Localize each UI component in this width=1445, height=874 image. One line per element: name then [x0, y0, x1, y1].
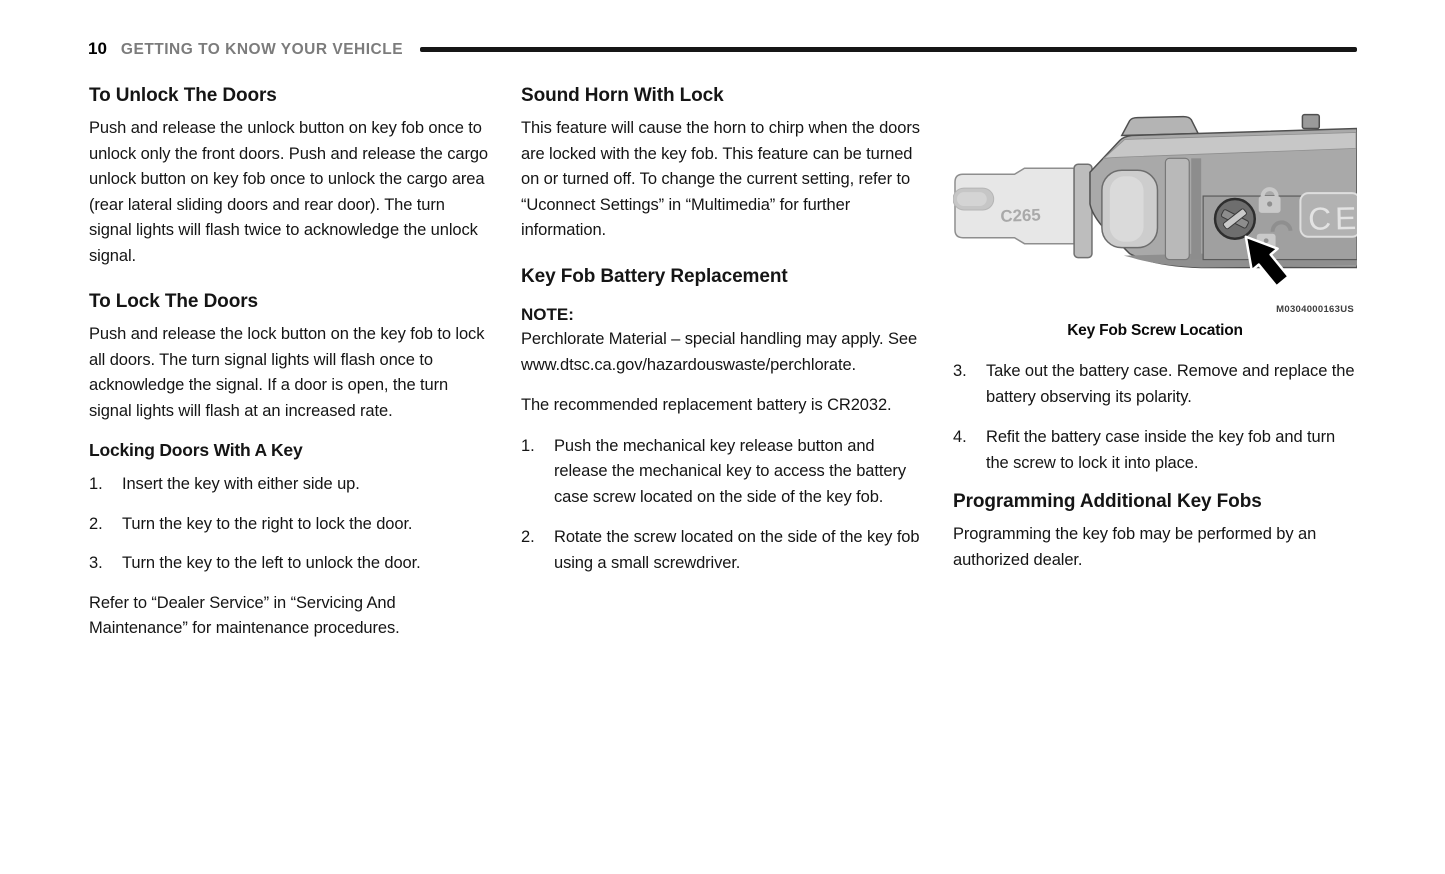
- battery-steps-1-2: [521, 434, 921, 577]
- programming-fobs-heading: Programming Additional Key Fobs: [953, 491, 1262, 512]
- dealer-service-note: Refer to “Dealer Service” in “Servicing And Maintenance” for maintenance procedures.: [89, 593, 400, 637]
- list-item-text: Turn the key to the left to unlock the door.: [122, 554, 421, 572]
- battery-replacement-heading: Key Fob Battery Replacement: [521, 265, 788, 287]
- chapter-title: GETTING TO KNOW YOUR VEHICLE: [120, 41, 404, 58]
- lock-doors-paragraph: Push and release the lock button on the key fob to lock all doors. The turn signal lights will flash once to acknowledge the signal. If a door is open, the turn signal lights will flash at an increased rate.: [89, 325, 485, 420]
- battery-screw: [1215, 199, 1255, 239]
- list-item: [521, 434, 921, 511]
- column-right: [953, 84, 1357, 588]
- list-item-number: 4.: [953, 428, 967, 446]
- list-item-text: Refit the battery case inside the key fob and turn the screw to lock it into place.: [986, 428, 1336, 472]
- unlock-doors-heading: To Unlock The Doors: [89, 85, 277, 106]
- locking-with-key-heading: Locking Doors With A Key: [89, 440, 303, 460]
- figure-watermark: M0304000163US: [1276, 304, 1354, 315]
- list-item: [89, 512, 489, 538]
- list-item-number: 1.: [521, 436, 535, 455]
- key-fob-figure: [953, 108, 1357, 340]
- blade-label: C265: [1000, 205, 1042, 226]
- list-item-text: Insert the key with either side up.: [122, 475, 360, 493]
- page-header: [88, 39, 403, 59]
- list-item: [89, 472, 489, 498]
- lock-doors-heading: To Lock The Doors: [89, 291, 258, 312]
- sound-horn-paragraph: This feature will cause the horn to chirp when the doors are locked with the key fob. This feature can be turned on or turned off. To change the current setting, refer to “Uconnect Settings” in “Multimedia” for further information.: [521, 119, 920, 239]
- list-item-number: 2.: [521, 528, 535, 546]
- list-item-number: 3.: [89, 554, 103, 572]
- header-rule: [420, 47, 1357, 52]
- column-middle: [521, 84, 921, 590]
- list-item-number: 2.: [89, 514, 103, 533]
- list-item: [521, 525, 921, 576]
- figure-caption: Key Fob Screw Location: [1067, 322, 1243, 339]
- key-blade: [953, 168, 1074, 243]
- battery-type-paragraph: The recommended replacement battery is CR2032.: [521, 396, 892, 414]
- list-item-number: 3.: [953, 362, 967, 380]
- fob-top-button: [1122, 117, 1198, 136]
- list-item: [89, 551, 489, 577]
- list-item: [953, 359, 1357, 410]
- sound-horn-heading: Sound Horn With Lock: [521, 85, 724, 106]
- column-left: [89, 84, 489, 657]
- ce-mark-panel: [1300, 193, 1357, 237]
- list-item: [953, 425, 1357, 476]
- page-number: 10: [88, 39, 107, 58]
- programming-fobs-paragraph: Programming the key fob may be performed by an authorized dealer.: [953, 525, 1317, 569]
- note-label: NOTE:: [521, 304, 574, 324]
- ce-mark-text: CE: [1307, 199, 1357, 237]
- list-item-text: Take out the battery case. Remove and replace the battery observing its polarity.: [986, 362, 1355, 406]
- key-lock-steps: [89, 472, 489, 577]
- fob-body: [1090, 115, 1357, 268]
- perchlorate-note-paragraph: Perchlorate Material – special handling may apply. See www.dtsc.ca.gov/hazardouswaste/​perchlorate.: [521, 330, 918, 374]
- fob-side-band: [1165, 158, 1189, 259]
- unlock-doors-paragraph: Push and release the unlock button on key fob once to unlock only the front doors. Push and release the cargo unlock button on key fob once to unlock the cargo area (rear lateral sliding doors and rear door). The turn signal lights will flash twice to acknowledge the unlock signal.: [89, 119, 489, 265]
- list-item-text: Rotate the screw located on the side of the key fob using a small screwdriver.: [554, 528, 920, 572]
- battery-steps-3-4: [953, 359, 1357, 476]
- key-fob-illustration: [953, 108, 1357, 298]
- list-item-number: 1.: [89, 475, 103, 493]
- list-item-text: Turn the key to the right to lock the door.: [122, 514, 413, 533]
- fob-top-bump: [1302, 115, 1319, 129]
- list-item-text: Push the mechanical key release button and release the mechanical key to access the battery case screw located on the side of the key fob.: [554, 436, 906, 506]
